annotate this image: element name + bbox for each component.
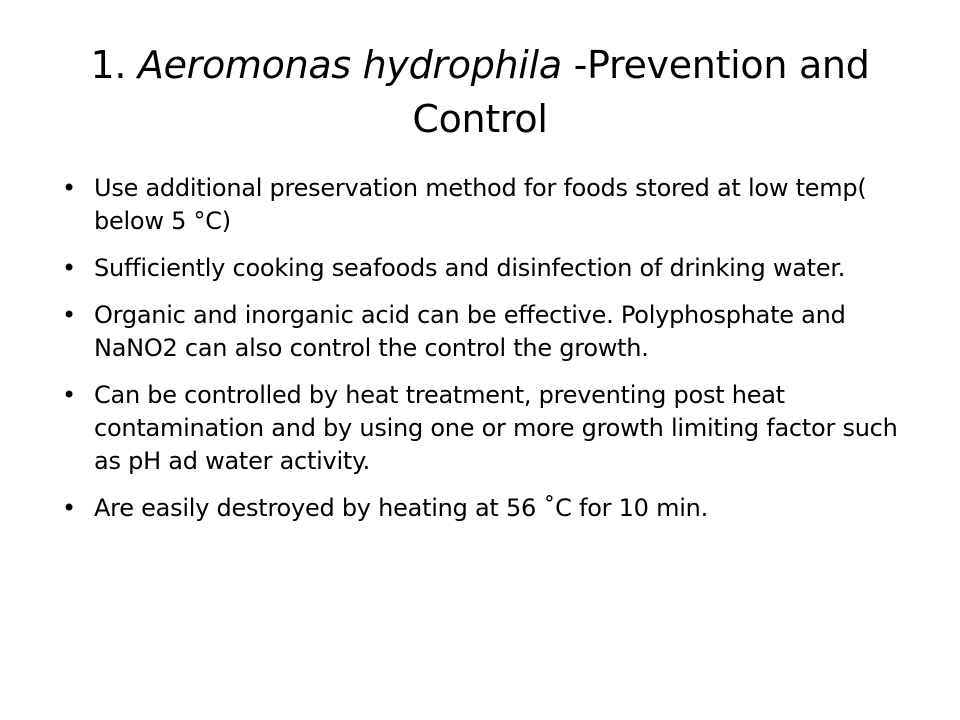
- bullet-text: Use additional preservation method for foods stored at low temp( below 5 °C): [94, 174, 867, 235]
- title-organism: Aeromonas hydrophila: [137, 43, 562, 87]
- bullet-item: [62, 379, 912, 478]
- slide-title: [60, 38, 900, 146]
- bullet-item: [62, 172, 912, 238]
- bullet-dot-icon: •: [62, 301, 76, 329]
- bullet-text: Organic and inorganic acid can be effective. Polyphosphate and NaNO2 can also control the control the growth.: [94, 301, 846, 362]
- bullet-item: [62, 299, 912, 365]
- bullet-item: [62, 252, 912, 285]
- bullet-text: Sufficiently cooking seafoods and disinfection of drinking water.: [94, 254, 846, 282]
- bullet-dot-icon: •: [62, 254, 76, 282]
- bullet-dot-icon: •: [62, 174, 76, 202]
- bullet-text: Can be controlled by heat treatment, preventing post heat contamination and by using one or more growth limiting factor such as pH ad water activity.: [94, 381, 898, 475]
- bullet-dot-icon: •: [62, 494, 76, 522]
- title-rest: -Prevention and Control: [412, 43, 870, 141]
- bullet-dot-icon: •: [62, 381, 76, 409]
- bullet-text: Are easily destroyed by heating at 56 ˚C for 10 min.: [94, 494, 708, 522]
- title-number: 1.: [90, 43, 127, 87]
- bullet-item: [62, 492, 912, 525]
- bullet-list: [62, 172, 912, 539]
